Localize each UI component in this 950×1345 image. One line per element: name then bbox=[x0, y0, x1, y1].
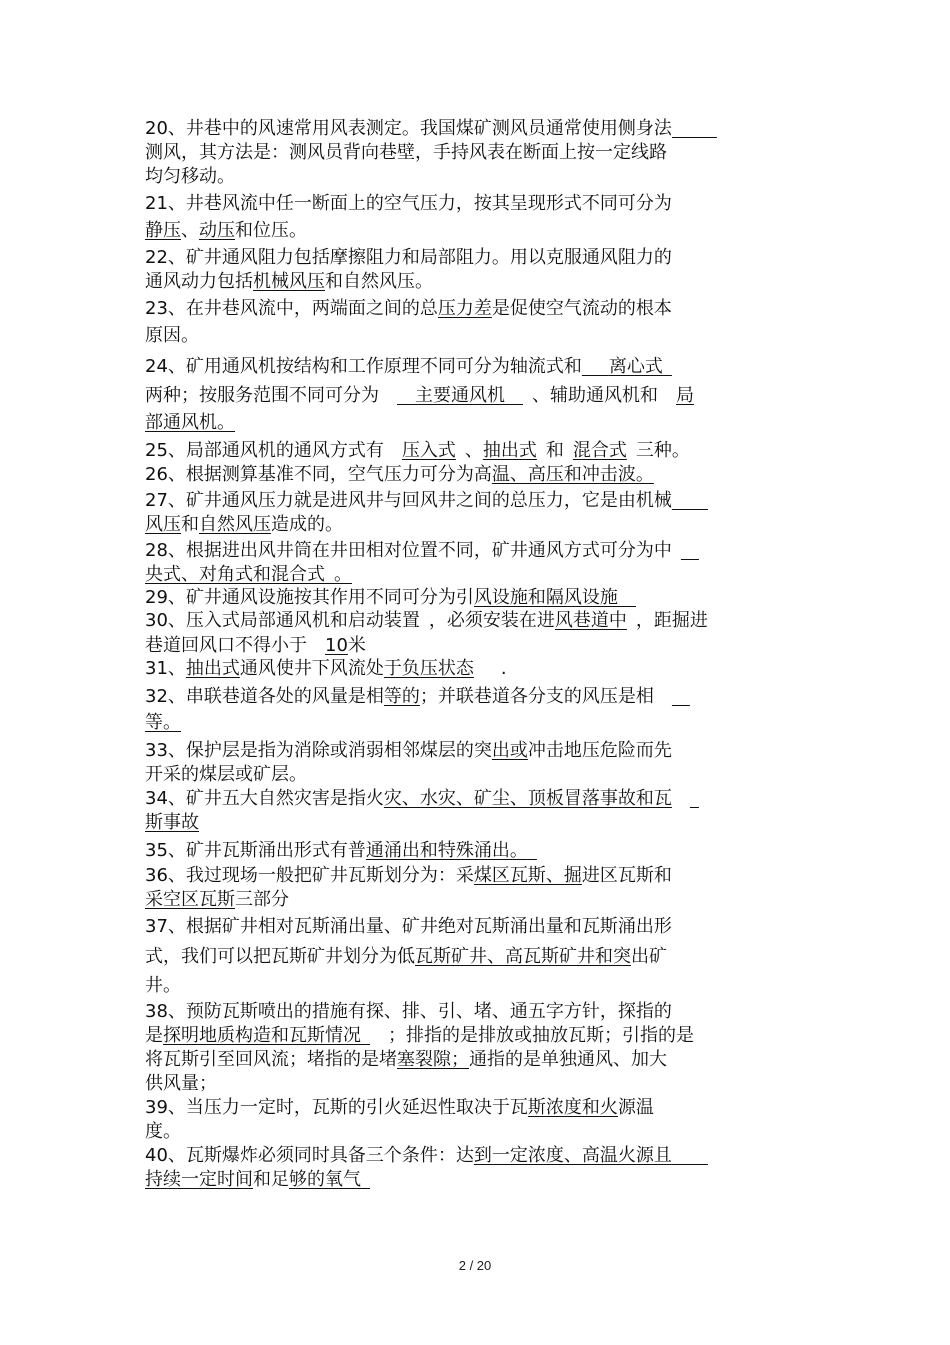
q38-line-4: 供风量； bbox=[145, 1073, 217, 1094]
q40-line-1: 40、瓦斯爆炸必须同时具备三个条件：达到一定浓度、高温火源且 bbox=[145, 1145, 708, 1167]
q39-line-1: 39、当压力一定时，瓦斯的引火延迟性取决于瓦斯浓度和火源温 bbox=[145, 1097, 654, 1118]
q33-line-1: 33、保护层是指为消除或消弱相邻煤层的突出或冲击地压危险而先 bbox=[145, 740, 672, 761]
q36-line-1: 36、我过现场一般把矿井瓦斯划分为：采煤区瓦斯、掘进区瓦斯和 bbox=[145, 865, 672, 886]
q24-blank-1: 离心式 bbox=[608, 356, 663, 377]
q25-blank-2: 抽出式 bbox=[482, 440, 537, 461]
q36-line-2: 采空区瓦斯三部分 bbox=[145, 889, 289, 910]
q38-blank-1: 探明地质构造和瓦斯情况 bbox=[163, 1025, 361, 1046]
q35-blank: 通涌出和特殊涌出。 bbox=[365, 840, 528, 861]
q29-line-1: 29、矿井通风设施按其作用不同可分为引风设施和隔风设施 bbox=[145, 587, 636, 609]
q34-blank-2: 斯事故 bbox=[145, 812, 199, 833]
q20-line-3: 均匀移动。 bbox=[145, 166, 235, 187]
q30-line-2: 巷道回风口不得小于 10米 bbox=[145, 635, 366, 656]
q39-blank: 斯浓度和火 bbox=[527, 1097, 618, 1118]
q23-line-1: 23、在井巷风流中，两端面之间的总压力差是促使空气流动的根本 bbox=[145, 298, 672, 319]
q30-blank-2: 10 bbox=[325, 635, 348, 656]
q34-line-2 bbox=[145, 812, 199, 834]
q23-blank: 压力差 bbox=[437, 298, 492, 319]
q33-blank: 出或 bbox=[491, 740, 528, 761]
q30-line-1: 30、压入式局部通风机和启动装置 ，必须安装在进风巷道中 ，距掘进 bbox=[145, 610, 708, 631]
q37-blank: 瓦斯矿井、高瓦斯矿井和突 bbox=[415, 946, 631, 967]
q36-blank-1: 煤区瓦斯、掘 bbox=[473, 865, 582, 886]
q28-line-1: 28、根据进出风井筒在井田相对位置不同，矿井通风方式可分为中 bbox=[145, 540, 672, 561]
q27-line-2: 风压和自然风压造成的。 bbox=[145, 514, 343, 535]
q40-blank-2: 持续一定时间 bbox=[145, 1169, 253, 1190]
q31-blank-1: 抽出式 bbox=[185, 658, 240, 679]
q39-line-2: 度。 bbox=[145, 1121, 181, 1142]
q33-line-2: 开采的煤层或矿层。 bbox=[145, 764, 307, 785]
q29-blank: 风设施和隔风设施 bbox=[473, 587, 618, 608]
q25-blank-3: 混合式 bbox=[572, 440, 627, 461]
q34-blank-1: 灾、水灾、矿尘、顶板冒落事故和瓦 bbox=[383, 788, 672, 809]
q24-blank-2: 主要通风机 bbox=[415, 385, 505, 406]
q21-blank-1: 静压 bbox=[145, 220, 181, 241]
q27-blank-1: 风压 bbox=[145, 514, 181, 535]
q22-line-1: 22、矿井通风阻力包括摩擦阻力和局部阻力。用以克服通风阻力的 bbox=[145, 247, 672, 268]
q25-blank-1: 压入式 bbox=[401, 440, 456, 461]
q40-line-2: 持续一定时间和足够的氧气 bbox=[145, 1169, 370, 1191]
q32-line-1: 32、串联巷道各处的风量是相等的；并联巷道各分支的风压是相 bbox=[145, 686, 654, 707]
q32-blank-1: 等的 bbox=[383, 686, 420, 707]
q22-blank: 机械风压 bbox=[253, 271, 325, 292]
q37-line-3: 井。 bbox=[145, 975, 181, 996]
q24-line-2: 两种；按服务范围不同可分为 主要通风机 、辅助通风机和 局 bbox=[145, 385, 694, 406]
page-number: 2 / 20 bbox=[458, 1258, 492, 1273]
q37-line-1: 37、根据矿井相对瓦斯涌出量、矿井绝对瓦斯涌出量和瓦斯涌出形 bbox=[145, 916, 672, 937]
q23-line-2: 原因。 bbox=[145, 325, 199, 346]
q24-blank-3: 部通风机。 bbox=[145, 412, 235, 433]
q27-blank-2: 自然风压 bbox=[199, 514, 271, 535]
q38-line-1: 38、预防瓦斯喷出的措施有探、排、引、堵、通五字方针，探指的 bbox=[145, 1001, 672, 1022]
q34-line-1: 34、矿井五大自然灾害是指火灾、水灾、矿尘、顶板冒落事故和瓦 bbox=[145, 788, 672, 809]
q40-blank-1: 到一定浓度、高温火源且 bbox=[473, 1145, 672, 1166]
q21-blank-2: 动压 bbox=[199, 220, 235, 241]
q20-line-1: 20、井巷中的风速常用风表测定。我国煤矿测风员通常使用侧身法 bbox=[145, 118, 672, 139]
q22-line-2: 通风动力包括机械风压和自然风压。 bbox=[145, 271, 433, 292]
q38-line-2: 是探明地质构造和瓦斯情况 ；排指的是排放或抽放瓦斯；引指的是 bbox=[145, 1025, 694, 1046]
q28-line-2 bbox=[145, 564, 352, 586]
q38-blank-2: 塞裂隙； bbox=[397, 1049, 469, 1070]
q40-blank-3: 够的氧气 bbox=[289, 1169, 361, 1190]
q21-line-2: 静压、动压和位压。 bbox=[145, 220, 307, 241]
q31-line-1: 31、抽出式通风使井下风流处于负压状态 . bbox=[145, 658, 507, 679]
q32-line-2 bbox=[145, 712, 181, 734]
q38-line-3: 将瓦斯引至回风流；堵指的是堵塞裂隙；通指的是单独通风、加大 bbox=[145, 1049, 667, 1070]
q20-line-2: 测风，其方法是：测风员背向巷壁，手持风表在断面上按一定线路 bbox=[145, 142, 667, 163]
q26-line-1: 26、根据测算基准不同，空气压力可分为高温、高压和冲击波。 bbox=[145, 464, 654, 485]
q31-blank-2: 于负压状态 bbox=[383, 658, 474, 679]
q21-line-1: 21、井巷风流中任一断面上的空气压力，按其呈现形式不同可分为 bbox=[145, 193, 672, 214]
q30-blank-1: 风巷道中 bbox=[554, 610, 627, 631]
q24-line-1: 24、矿用通风机按结构和工作原理不同可分为轴流式和 离心式 bbox=[145, 356, 672, 378]
q35-line-1: 35、矿井瓦斯涌出形式有普通涌出和特殊涌出。 bbox=[145, 840, 537, 862]
q24-line-3 bbox=[145, 412, 235, 434]
q25-line-1: 25、局部通风机的通风方式有 压入式 、抽出式 和 混合式 三种。 bbox=[145, 440, 690, 461]
q27-line-1: 27、矿井通风压力就是进风井与回风井之间的总压力，它是由机械 bbox=[145, 490, 672, 511]
q36-blank-2: 采空区瓦斯 bbox=[145, 889, 235, 910]
q28-blank: 央式、对角式和混合式 。 bbox=[145, 564, 352, 585]
q32-blank-2: 等。 bbox=[145, 712, 181, 733]
q26-blank: 温、高压和冲击波。 bbox=[491, 464, 654, 485]
q37-line-2: 式，我们可以把瓦斯矿井划分为低瓦斯矿井、高瓦斯矿井和突出矿 bbox=[145, 946, 667, 967]
